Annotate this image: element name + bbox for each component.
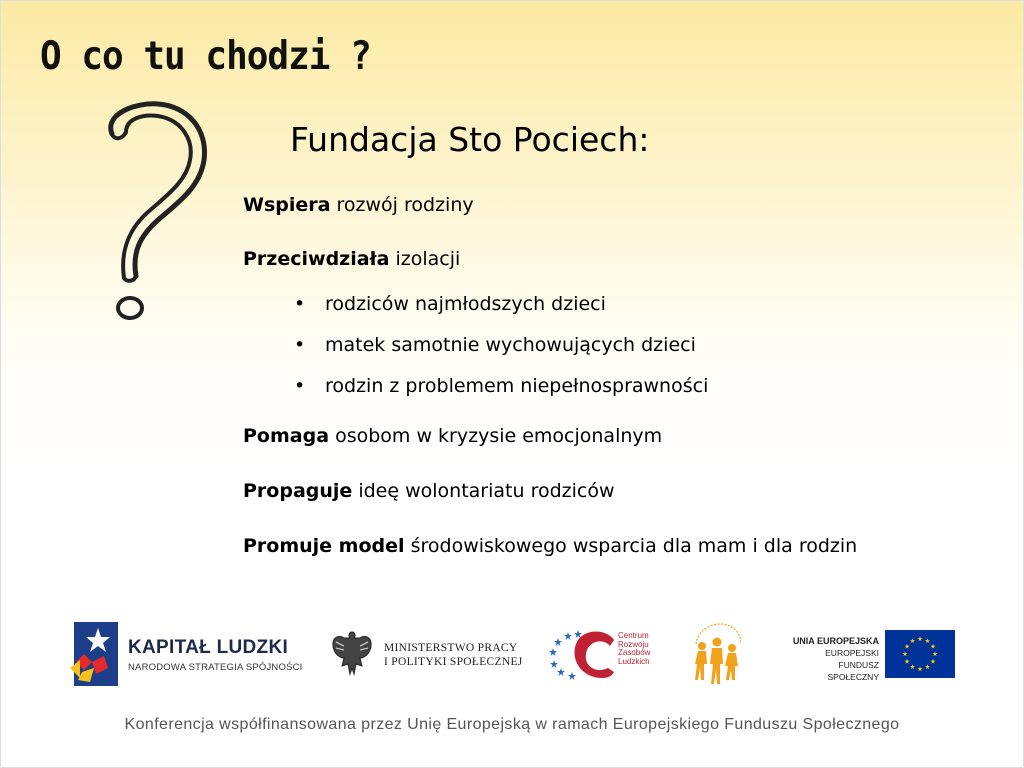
ministry-line: I POLITYKI SPOŁECZNEJ (384, 656, 523, 668)
bullet-icon: • (294, 375, 306, 397)
crzl-text (618, 632, 650, 666)
kapital-ludzki-title: KAPITAŁ LUDZKI (128, 637, 289, 658)
kids-foundation-logo-icon (688, 618, 746, 688)
eagle-emblem-icon (330, 628, 374, 678)
eu-flag-icon (885, 630, 955, 678)
crzl-line: Zasobów (618, 648, 651, 658)
question-mark-icon (96, 100, 216, 330)
crzl-line: Centrum (618, 631, 649, 640)
line-propaguje (243, 480, 615, 502)
line-text: środowiskowego wsparcia dla mam i dla rodzin (410, 535, 858, 557)
eu-title: UNIA EUROPEJSKA (792, 636, 879, 646)
kapital-ludzki-text (128, 637, 303, 673)
crzl-line: Rozwoju (618, 639, 649, 649)
list-item-text: matek samotnie wychowujących dzieci (325, 334, 696, 356)
line-pomaga (243, 425, 662, 447)
list-item-text: rodzin z problemem niepełnosprawności (325, 375, 709, 397)
list-item (294, 375, 708, 397)
line-bold: Propaguje (243, 480, 353, 502)
bullet-icon: • (294, 334, 306, 356)
crzl-logo-icon (546, 626, 618, 682)
line-bold: Wspiera (243, 194, 331, 216)
list-item-text: rodziców najmłodszych dzieci (325, 293, 606, 315)
kapital-ludzki-subtitle: NARODOWA STRATEGIA SPÓJNOŚCI (128, 662, 303, 673)
eu-text (785, 635, 879, 683)
handwritten-title: O co tu chodzi ? (40, 34, 371, 80)
line-bold: Przeciwdziała (243, 248, 390, 270)
bullet-icon: • (294, 293, 306, 315)
line-bold: Promuje model (243, 535, 405, 557)
page-title: Fundacja Sto Pociech: (290, 120, 650, 159)
eu-line: FUNDUSZ SPOŁECZNY (827, 660, 879, 682)
line-promuje (243, 535, 857, 557)
line-wspiera (243, 194, 474, 216)
line-text: izolacji (395, 248, 461, 270)
list-item (294, 334, 696, 356)
ministry-text (384, 641, 523, 669)
ministry-line: MINISTERSTWO PRACY (384, 642, 518, 654)
line-bold: Pomaga (243, 425, 330, 447)
line-text: ideę wolontariatu rodziców (358, 480, 615, 502)
crzl-line: Ludzkich (618, 656, 650, 666)
line-text: osobom w kryzysie emocjonalnym (335, 425, 663, 447)
line-przeciwdziala (243, 248, 460, 270)
list-item (294, 293, 606, 315)
kapital-ludzki-logo-icon (68, 618, 124, 690)
footer-text: Konferencja współfinansowana przez Unię Europejską w ramach Europejskiego Funduszu Społecznego (124, 716, 900, 733)
eu-line: EUROPEJSKI (825, 648, 879, 658)
line-text: rozwój rodziny (336, 194, 474, 216)
